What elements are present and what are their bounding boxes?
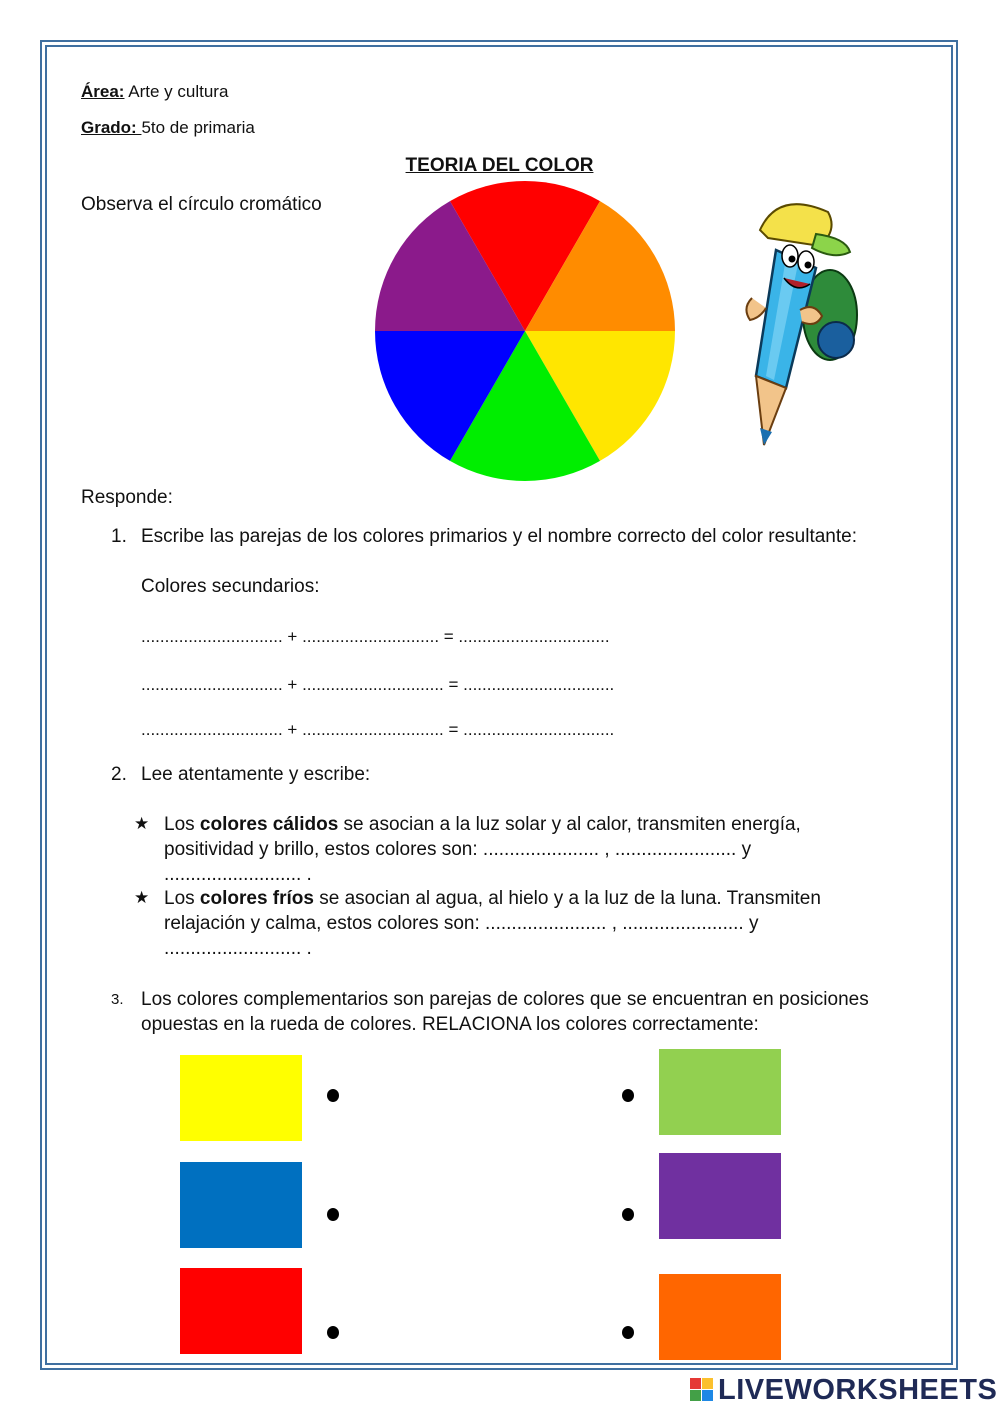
left-swatch-3 [180,1268,302,1354]
cool-colors-text[interactable]: se asocian al agua, al hielo y a la luz de la luna. Transmiten relajación y calma, estos colores son: ....................... , ....................... y .......................... . [164,888,821,959]
warm-colors-term: colores cálidos [199,814,339,835]
area-value: Arte y cultura [124,82,229,101]
right-swatch-3 [659,1274,781,1360]
cool-colors-paragraph [164,886,864,961]
respond-label: Responde: [81,487,173,508]
left-swatch-1 [180,1055,302,1141]
left-match-dot-1[interactable] [327,1089,339,1102]
right-swatch-1 [659,1049,781,1135]
question-2 [111,764,370,786]
left-match-dot-2[interactable] [327,1208,339,1221]
area-label: Área: [81,82,125,101]
question-3-text: Los colores complementarios son parejas de colores que se encuentran en posiciones opuestas en la rueda de colores. RELACIONA los colores correctamente: [141,989,869,1035]
star-bullet-icon: ★ [134,888,150,907]
right-match-dot-2[interactable] [622,1208,634,1221]
question-2-text: Lee atentamente y escribe: [141,764,371,785]
page-title: TEORIA DEL COLOR [405,155,594,176]
secondary-colors-subtitle: Colores secundarios: [141,576,320,597]
question-3-number: 3. [111,991,124,1008]
right-swatch-2 [659,1153,781,1239]
area-line [81,82,228,102]
cool-colors-pre: Los [164,888,200,909]
answer-line-1[interactable]: .............................. + ............................. = ................................ [141,627,610,646]
logo-square-1 [690,1378,701,1389]
answer-line-3[interactable]: .............................. + .............................. = ................................ [141,720,615,739]
question-2-number: 2. [111,764,127,785]
liveworksheets-brand-text: LIVEWORKSHEETS [718,1373,998,1406]
question-1-text: Escribe las parejas de los colores primarios y el nombre correcto del color resultante: [141,526,857,547]
answer-line-2[interactable]: .............................. + .............................. = ................................ [141,675,615,694]
left-swatch-2 [180,1162,302,1248]
grado-label: Grado: [81,118,142,137]
logo-square-4 [702,1390,713,1401]
color-wheel [374,180,676,482]
left-match-dot-3[interactable] [327,1326,339,1339]
grado-value: 5to de primaria [141,118,255,137]
observe-instruction: Observa el círculo cromático [81,194,322,215]
liveworksheets-logo-icon [690,1378,714,1402]
logo-square-3 [690,1390,701,1401]
pencil-mascot-illustration [738,190,863,450]
question-1-number: 1. [111,526,127,547]
cool-colors-term: colores fríos [199,888,314,909]
warm-colors-text[interactable]: se asocian a la luz solar y al calor, transmiten energía, positividad y brillo, estos colores son: ...................... , ....................... y .......................... . [164,814,801,885]
right-match-dot-1[interactable] [622,1089,634,1102]
warm-colors-pre: Los [164,814,200,835]
logo-square-2 [702,1378,713,1389]
warm-colors-paragraph [164,812,864,887]
right-match-dot-3[interactable] [622,1326,634,1339]
star-bullet-icon: ★ [134,814,150,833]
question-1 [111,526,857,548]
liveworksheets-logo [690,1374,997,1406]
grado-line [81,118,255,138]
